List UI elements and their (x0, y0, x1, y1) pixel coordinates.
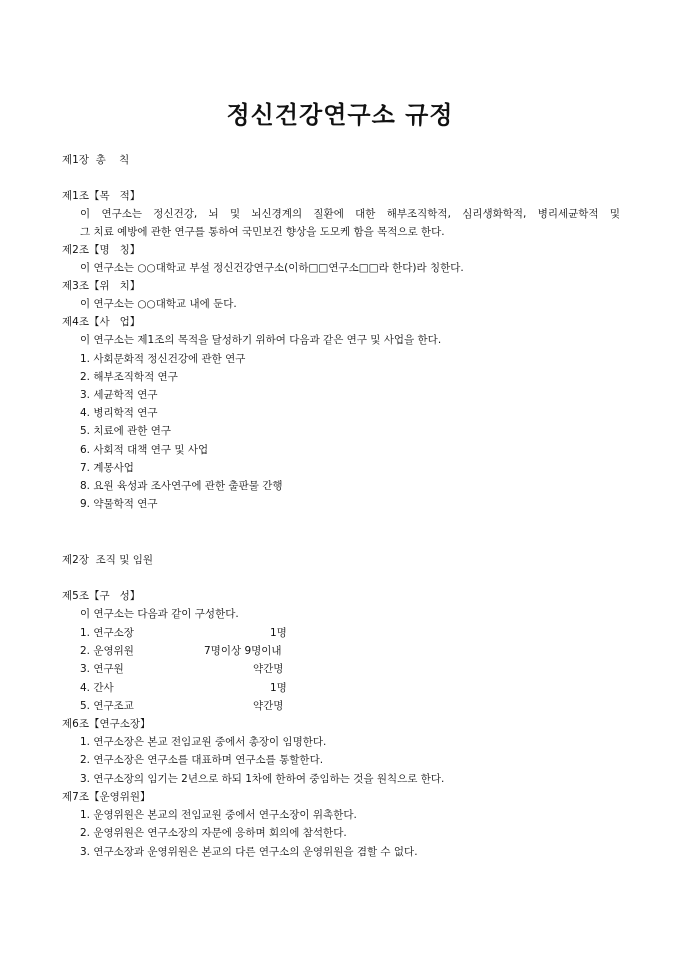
article-7-item: 1. 운영위원은 본교의 전임교원 중에서 연구소장이 위촉한다. (80, 809, 357, 821)
article-4-line-1: 이 연구소는 제1조의 목적을 달성하기 위하여 다음과 같은 연구 및 사업을 한다. (80, 334, 442, 346)
article-2-heading: 제2조【명 칭】 (62, 244, 141, 256)
article-4-item: 4. 병리학적 연구 (80, 407, 158, 419)
member-count: 약간명 (253, 700, 284, 712)
article-4-item: 3. 세균학적 연구 (80, 389, 158, 401)
chapter-2-heading: 제2장 조직 및 임원 (62, 554, 154, 566)
member-role: 2. 운영위원 (80, 645, 134, 657)
article-6-heading: 제6조【연구소장】 (62, 718, 151, 730)
article-1-line-1: 이 연구소는 정신건강, 뇌 및 뇌신경계의 질환에 대한 해부조직학적, 심리생화학적, 병리세균학적 및 (80, 208, 620, 220)
article-4-heading: 제4조【사 업】 (62, 316, 141, 328)
member-count: 약간명 (253, 663, 284, 675)
article-6-item: 2. 연구소장은 연구소를 대표하며 연구소를 통할한다. (80, 754, 324, 766)
article-3-heading: 제3조【위 치】 (62, 280, 141, 292)
article-4-item: 2. 해부조직학적 연구 (80, 371, 178, 383)
member-role: 5. 연구조교 (80, 700, 134, 712)
chapter-1-heading: 제1장 총 칙 (62, 154, 130, 166)
article-3-line-1: 이 연구소는 ○○대학교 내에 둔다. (80, 298, 237, 310)
member-role: 4. 간사 (80, 682, 114, 694)
article-6-item: 1. 연구소장은 본교 전임교원 중에서 총장이 임명한다. (80, 736, 327, 748)
article-6-item: 3. 연구소장의 임기는 2년으로 하되 1차에 한하여 중임하는 것을 원칙으로 한다. (80, 773, 445, 785)
article-4-item: 5. 치료에 관한 연구 (80, 425, 172, 437)
member-role: 3. 연구원 (80, 663, 124, 675)
article-4-item: 1. 사회문화적 정신건강에 관한 연구 (80, 353, 246, 365)
article-4-item: 6. 사회적 대책 연구 및 사업 (80, 444, 209, 456)
member-count: 1명 (270, 627, 287, 639)
article-4-item: 8. 요원 육성과 조사연구에 관한 출판물 간행 (80, 480, 283, 492)
article-4-item: 9. 약물학적 연구 (80, 498, 158, 510)
article-1-heading: 제1조【목 적】 (62, 190, 141, 202)
article-4-item: 7. 계몽사업 (80, 462, 134, 474)
article-2-line-1: 이 연구소는 ○○대학교 부설 정신건강연구소(이하□□연구소□□라 한다)라 칭한다. (80, 262, 464, 274)
page-title: 정신건강연구소 규정 (226, 101, 454, 129)
article-7-item: 2. 운영위원은 연구소장의 자문에 응하며 회의에 참석한다. (80, 827, 347, 839)
article-1-line-2: 그 치료 예방에 관한 연구를 통하여 국민보건 향상을 도모케 함을 목적으로 한다. (80, 226, 445, 238)
article-5-heading: 제5조【구 성】 (62, 590, 141, 602)
member-role: 1. 연구소장 (80, 627, 134, 639)
article-5-line-1: 이 연구소는 다음과 같이 구성한다. (80, 608, 239, 620)
member-count: 7명이상 9명이내 (204, 645, 282, 657)
article-7-heading: 제7조【운영위원】 (62, 791, 151, 803)
article-7-item: 3. 연구소장과 운영위원은 본교의 다른 연구소의 운영위원을 겸할 수 없다. (80, 846, 418, 858)
member-count: 1명 (270, 682, 287, 694)
